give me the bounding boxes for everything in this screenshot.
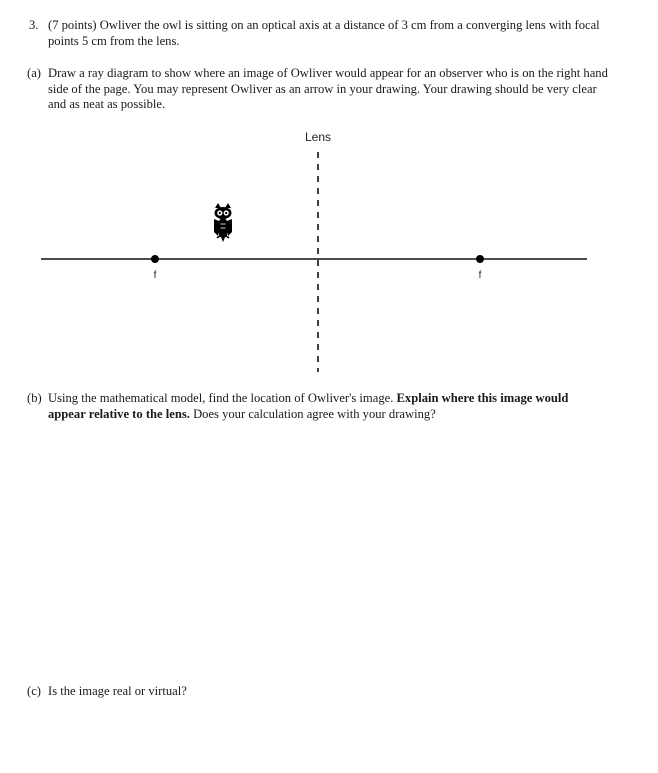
part-b-text-1: Using the mathematical model, find the location of Owliver's image. (48, 391, 394, 405)
focal-label-left: f (153, 270, 157, 281)
question-number: 3. (29, 18, 39, 32)
part-a-text: Draw a ray diagram to show where an image of Owliver would appear for an observer who is on the right hand side of the page. You may represent Owliver as an arrow in your drawing. Your drawing should be very clear and as neat as possible. (48, 66, 608, 111)
focal-label-right: f (478, 270, 482, 281)
part-b-label: (b) (27, 391, 42, 405)
ray-diagram (0, 120, 658, 380)
part-c-text: Is the image real or virtual? (48, 684, 187, 698)
part-b-text-bold: Explain where this image would appear relative to the lens. (48, 391, 569, 421)
question-points: (7 points) (48, 18, 97, 32)
focal-point-right (476, 255, 484, 263)
owl-icon (214, 203, 232, 240)
part-c-label: (c) (27, 684, 41, 698)
question-text (48, 18, 628, 49)
part-a-label: (a) (27, 66, 41, 80)
part-b-text (48, 391, 588, 422)
lens-label: Lens (304, 130, 332, 144)
focal-point-left (151, 255, 159, 263)
part-b-text-2: Does your calculation agree with your drawing? (193, 406, 436, 421)
question-body: Owliver the owl is sitting on an optical axis at a distance of 3 cm from a converging lens with focal points 5 cm from the lens. (48, 18, 600, 48)
